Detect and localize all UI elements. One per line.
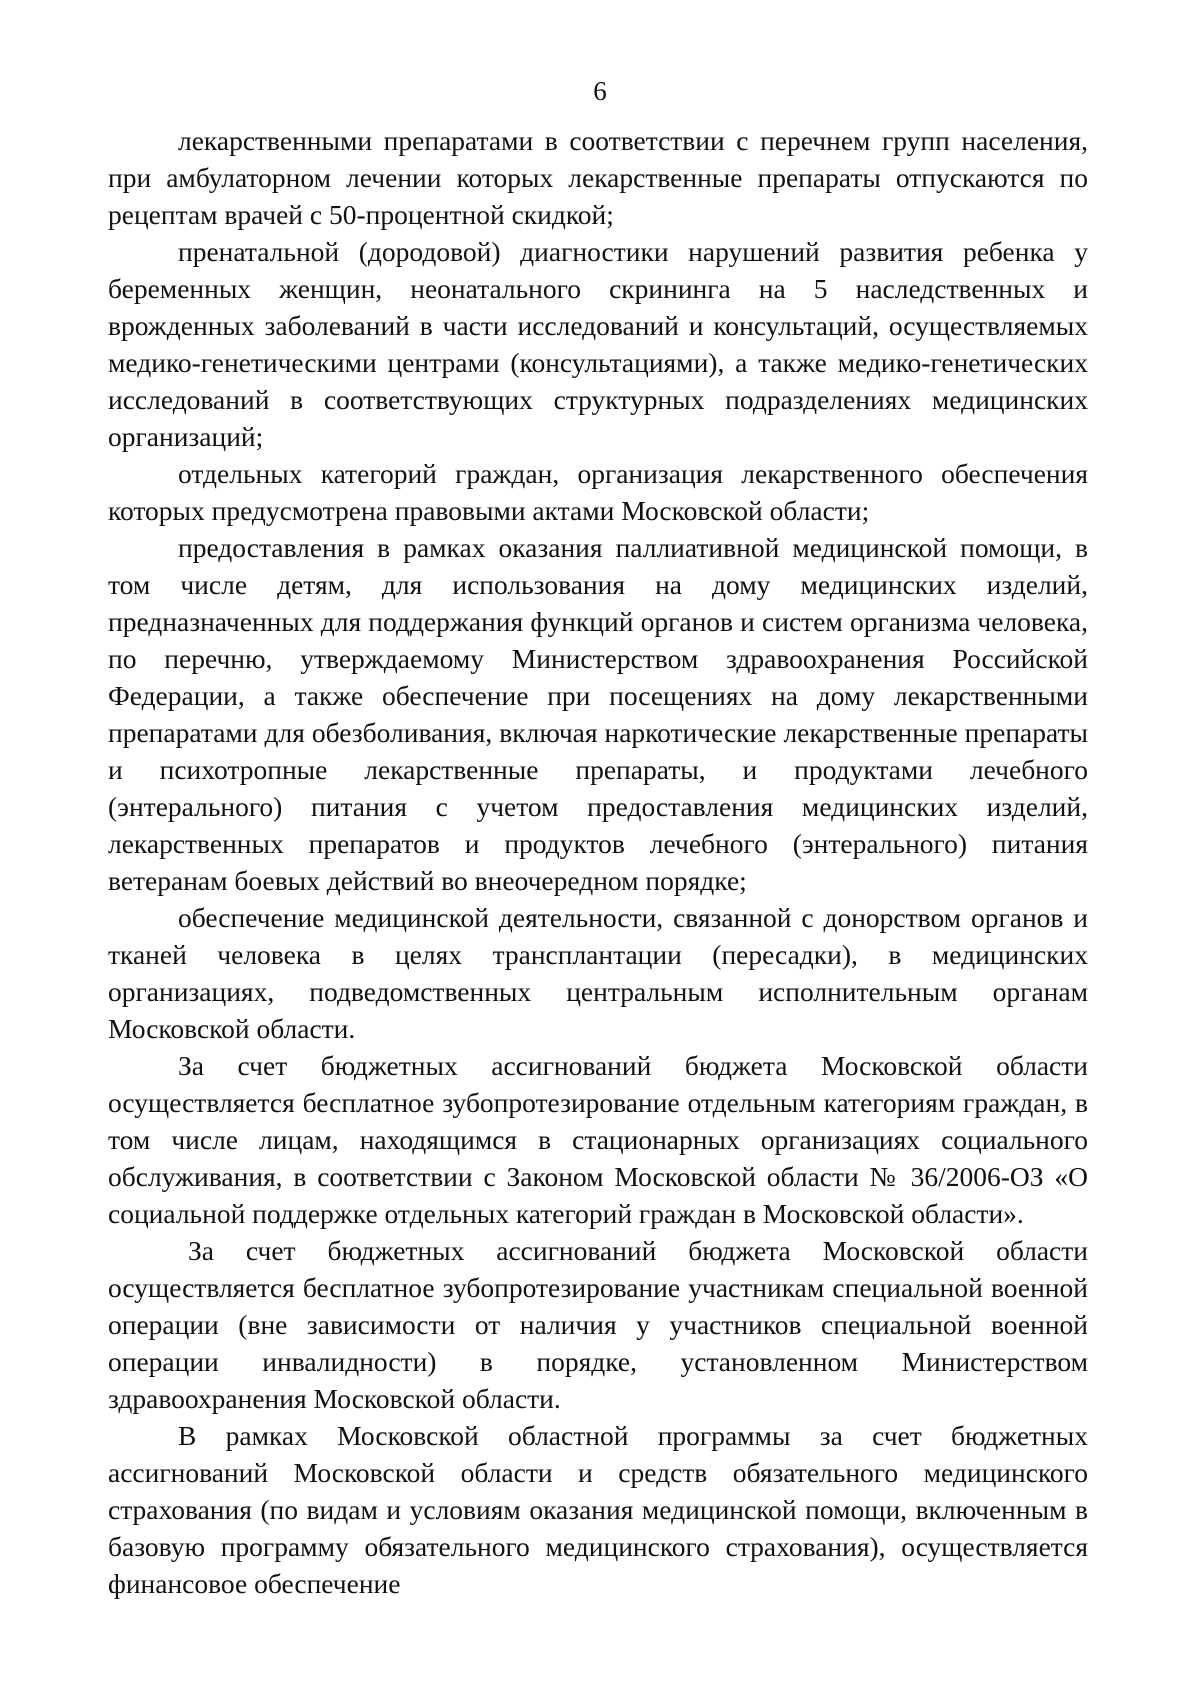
paragraph-prenatal-diagnostics: пренатальной (дородовой) диагностики нарушений развития ребенка у беременных женщин, неонатального скрининга на 5 наследственных и врожденных заболеваний в части исследований и консультаций, осуществляемых медико-генетическими центрами (консультациями), а также медико-генетических исследований в соответствующих структурных подразделениях медицинских организаций;	[108, 236, 1088, 452]
page-number: 6	[593, 76, 607, 106]
paragraph-dental-prosthetics-svo: За счет бюджетных ассигнований бюджета Московской области осуществляется бесплатное зубопротезирование участникам специальной военной операции (вне зависимости от наличия у участников специальной военной операции инвалидности) в порядке, установленном Министерством здравоохранения Московской области.	[108, 1235, 1088, 1414]
document-body	[108, 122, 1088, 1602]
paragraph-organ-donation: обеспечение медицинской деятельности, связанной с донорством органов и тканей человека в целях трансплантации (пересадки), в медицинских организациях, подведомственных центральным исполнительным органам Московской области.	[108, 902, 1088, 1044]
paragraph-citizen-categories: отдельных категорий граждан, организация лекарственного обеспечения которых предусмотрена правовыми актами Московской области;	[108, 458, 1088, 526]
paragraph-medicines-discount: лекарственными препаратами в соответствии с перечнем групп населения, при амбулаторном лечении которых лекарственные препараты отпускаются по рецептам врачей с 50-процентной скидкой;	[108, 125, 1088, 230]
paragraph-palliative-care: предоставления в рамках оказания паллиативной медицинской помощи, в том числе детям, для использования на дому медицинских изделий, предназначенных для поддержания функций органов и систем организма человека, по перечню, утверждаемому Министерством здравоохранения Российской Федерации, а также обеспечение при посещениях на дому лекарственными препаратами для обезболивания, включая наркотические лекарственные препараты и психотропные лекарственные препараты, и продуктами лечебного (энтерального) питания с учетом предоставления медицинских изделий, лекарственных препаратов и продуктов лечебного (энтерального) питания ветеранам боевых действий во внеочередном порядке;	[108, 532, 1088, 896]
paragraph-regional-program: В рамках Московской областной программы за счет бюджетных ассигнований Московской области и средств обязательного медицинского страхования (по видам и условиям оказания медицинской помощи, включенным в базовую программу обязательного медицинского страхования), осуществляется финансовое обеспечение	[108, 1420, 1088, 1599]
paragraph-dental-prosthetics-categories: За счет бюджетных ассигнований бюджета Московской области осуществляется бесплатное зубопротезирование отдельным категориям граждан, в том числе лицам, находящимся в стационарных организациях социального обслуживания, в соответствии с Законом Московской области № 36/2006-ОЗ «О социальной поддержке отдельных категорий граждан в Московской области».	[108, 1050, 1088, 1229]
